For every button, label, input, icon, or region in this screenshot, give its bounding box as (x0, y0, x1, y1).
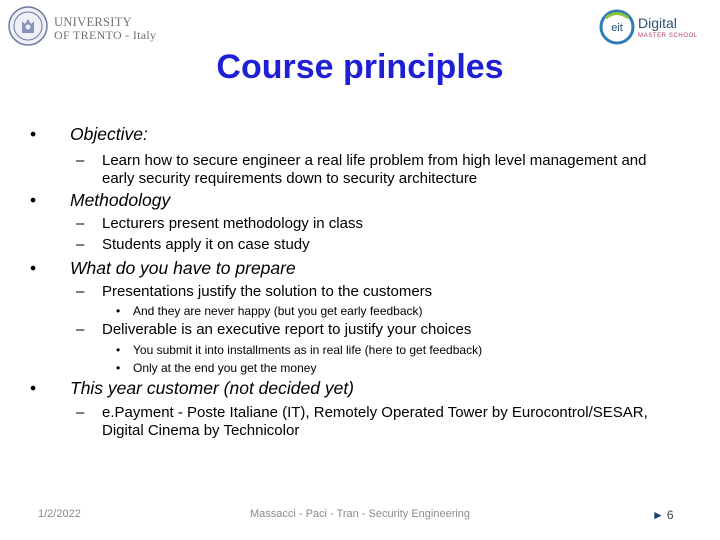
bullet-marker: • (30, 258, 37, 278)
play-arrow-icon: ► (652, 508, 664, 522)
bullet-marker: • (30, 190, 37, 210)
page-number: 6 (666, 508, 674, 522)
dash-marker: – (76, 321, 85, 338)
university-logo (8, 6, 158, 50)
dash-marker: – (76, 404, 85, 421)
sub-sub-bullet-text: You submit it into installments as in real life (here to get feedback) (133, 343, 483, 357)
footer-date: 1/2/2022 (38, 508, 81, 520)
dash-marker: – (76, 215, 85, 232)
bullet-label: Methodology (70, 190, 171, 210)
sub-bullet-text: Students apply it on case study (102, 236, 310, 253)
bullet-label: This year customer (not decided yet) (70, 378, 355, 398)
sub-bullet-text: Presentations justify the solution to the customers (102, 283, 433, 300)
dash-marker: – (76, 283, 85, 300)
sub-sub-bullet-text: Only at the end you get the money (133, 361, 317, 375)
dash-marker: – (76, 236, 85, 253)
eit-master-school-text: MASTER SCHOOL (638, 33, 698, 39)
university-seal-icon (8, 6, 48, 46)
sub-bullet-text: Deliverable is an executive report to justify your choices (102, 321, 472, 338)
eit-mark-text: eit (611, 22, 623, 34)
footer-page (652, 508, 674, 522)
bullet-marker: • (30, 124, 37, 144)
university-name (54, 16, 156, 42)
sub-bullet-text: Learn how to secure engineer a real life problem from high level management and early security requirements down to security architecture (102, 152, 647, 187)
sub-bullet-text: Lecturers present methodology in class (102, 215, 363, 232)
eit-circle-icon (598, 8, 636, 46)
slide-title: Course principles (216, 48, 504, 86)
eit-digital-logo (598, 8, 710, 46)
dash-marker: – (76, 152, 85, 169)
footer-authors: Massacci - Paci - Tran - Security Engineering (249, 508, 471, 520)
sub-bullet-text: e.Payment - Poste Italiane (IT), Remotely Operated Tower by Eurocontrol/SESAR, Digital Cinema by Technicolor (102, 404, 648, 439)
small-bullet-marker: • (116, 343, 121, 357)
small-bullet-marker: • (116, 304, 121, 318)
bullet-marker: • (30, 378, 37, 398)
bullet-label: What do you have to prepare (70, 258, 296, 278)
small-bullet-marker: • (116, 361, 121, 375)
university-name-line2: OF TRENTO - Italy (54, 28, 157, 42)
bullet-label: Objective: (70, 124, 148, 144)
eit-digital-text: Digital (638, 15, 677, 31)
university-name-line1: UNIVERSITY (54, 15, 132, 29)
sub-sub-bullet-text: And they are never happy (but you get early feedback) (133, 304, 423, 318)
